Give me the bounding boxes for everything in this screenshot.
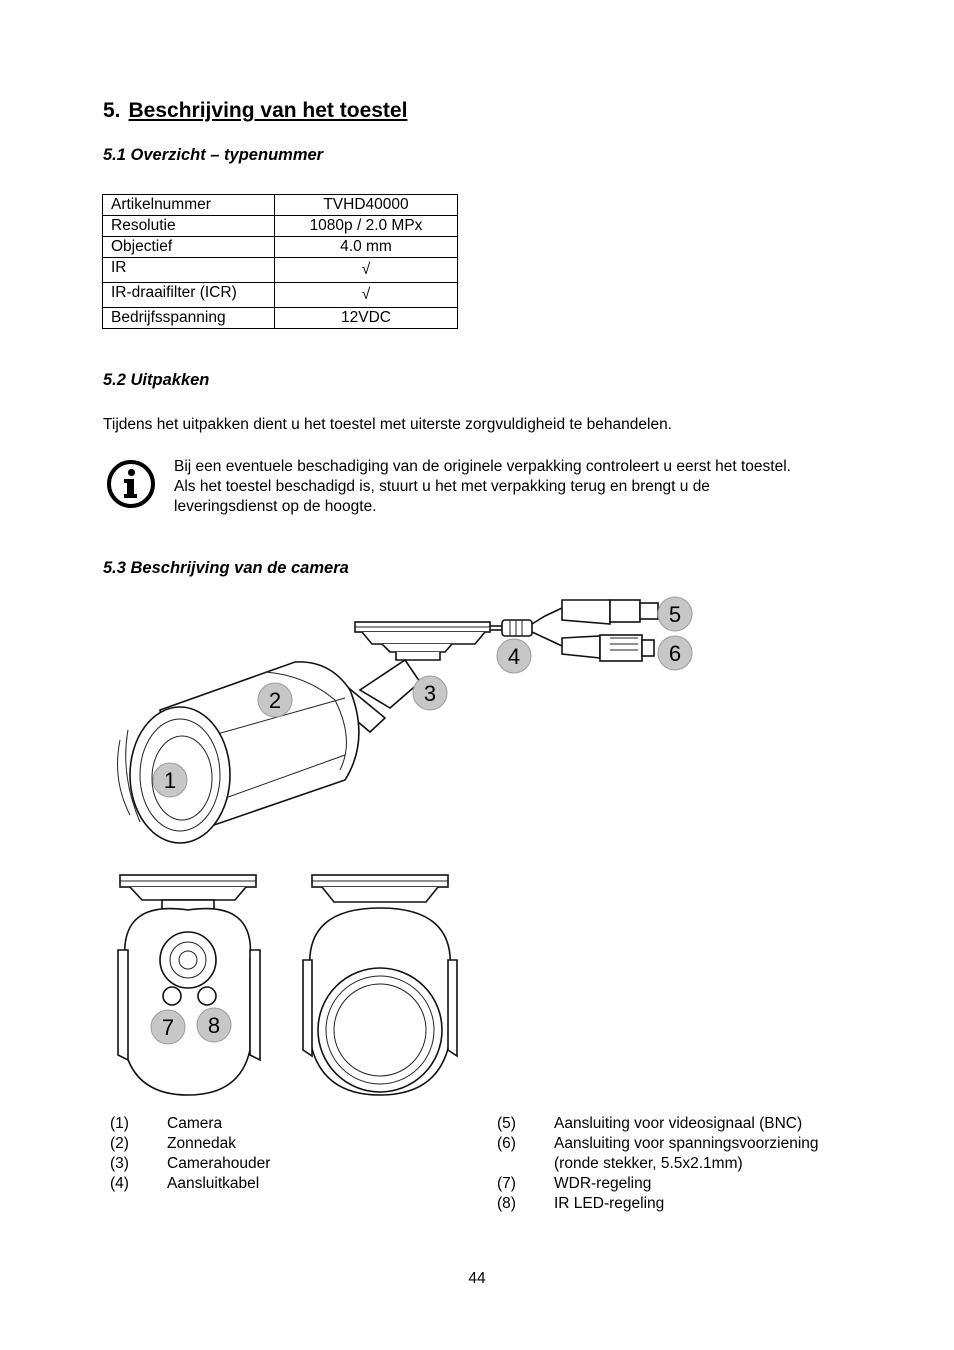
svg-text:6: 6 [668, 641, 682, 666]
svg-text:7: 7 [161, 1015, 175, 1040]
legend-item: (6) Aansluiting voor spanningsvoorziening [497, 1135, 819, 1152]
legend-item: (3) Camerahouder [110, 1155, 271, 1172]
unpacking-paragraph: Tijdens het uitpakken dient u het toestel met uiterste zorgvuldigheid te behandelen. [103, 416, 672, 433]
mount-plate-illustration [355, 622, 490, 660]
svg-text:3: 3 [423, 681, 437, 706]
table-row [103, 283, 458, 308]
legend-item: (8) IR LED-regeling [497, 1195, 665, 1212]
legend-item: (1) Camera [110, 1115, 223, 1132]
svg-text:8: 8 [207, 1013, 221, 1038]
table-cell-value: √ [275, 283, 458, 308]
front-view-illustration [118, 875, 260, 1095]
info-icon [106, 459, 156, 509]
table-cell-value: 12VDC [275, 308, 458, 329]
callout-3 [413, 676, 447, 710]
note-line: leveringsdienst op de hoogte. [174, 498, 377, 515]
table-row [103, 216, 458, 237]
table-cell-label: Artikelnummer [103, 195, 275, 216]
table-cell-label: Bedrijfsspanning [103, 308, 275, 329]
table-cell-label: Resolutie [103, 216, 275, 237]
page-number: 44 [468, 1270, 486, 1287]
subsection-title-overview: 5.1 Overzicht – typenummer [103, 146, 324, 164]
legend-item: (ronde stekker, 5.5x2.1mm) [554, 1155, 743, 1172]
table-row [103, 195, 458, 216]
section-number: 5. [103, 99, 121, 122]
table-cell-value: 4.0 mm [275, 237, 458, 258]
note-line: Bij een eventuele beschadiging van de originele verpakking controleert u eerst het toestel. [174, 458, 791, 475]
callout-1 [153, 763, 187, 797]
callout-7 [151, 1010, 185, 1044]
callout-4 [497, 639, 531, 673]
table-cell-label: Objectief [103, 237, 275, 258]
subsection-title-unpacking: 5.2 Uitpakken [103, 371, 210, 389]
table-row [103, 237, 458, 258]
table-row [103, 308, 458, 329]
table-cell-label: IR [103, 258, 275, 283]
legend-right [497, 1114, 897, 1214]
table-cell-value: √ [275, 258, 458, 283]
subsection-title-camera: 5.3 Beschrijving van de camera [103, 559, 349, 577]
table-cell-label: IR-draaifilter (ICR) [103, 283, 275, 308]
callout-6 [658, 636, 692, 670]
callout-2 [258, 683, 292, 717]
legend-item: (5) Aansluiting voor videosignaal (BNC) [497, 1115, 803, 1132]
lens-view-illustration [303, 875, 457, 1095]
legend-item: (4) Aansluitkabel [110, 1175, 260, 1192]
info-note [174, 457, 894, 517]
table-cell-value: TVHD40000 [275, 195, 458, 216]
callout-5 [658, 597, 692, 631]
legend-item: (2) Zonnedak [110, 1135, 236, 1152]
table-cell-value: 1080p / 2.0 MPx [275, 216, 458, 237]
svg-text:2: 2 [268, 688, 282, 713]
section-heading [103, 99, 407, 123]
svg-text:5: 5 [668, 602, 682, 627]
camera-body-illustration [118, 662, 359, 843]
callout-8 [197, 1008, 231, 1042]
legend-left [110, 1114, 470, 1194]
table-row [103, 258, 458, 283]
legend-item: (7) WDR-regeling [497, 1175, 652, 1192]
note-line: Als het toestel beschadigd is, stuurt u het met verpakking terug en brengt u de [174, 478, 710, 495]
svg-text:1: 1 [163, 768, 177, 793]
svg-text:4: 4 [507, 644, 521, 669]
section-title: Beschrijving van het toestel [128, 99, 408, 122]
camera-diagram [100, 590, 720, 1100]
spec-table [102, 194, 458, 329]
